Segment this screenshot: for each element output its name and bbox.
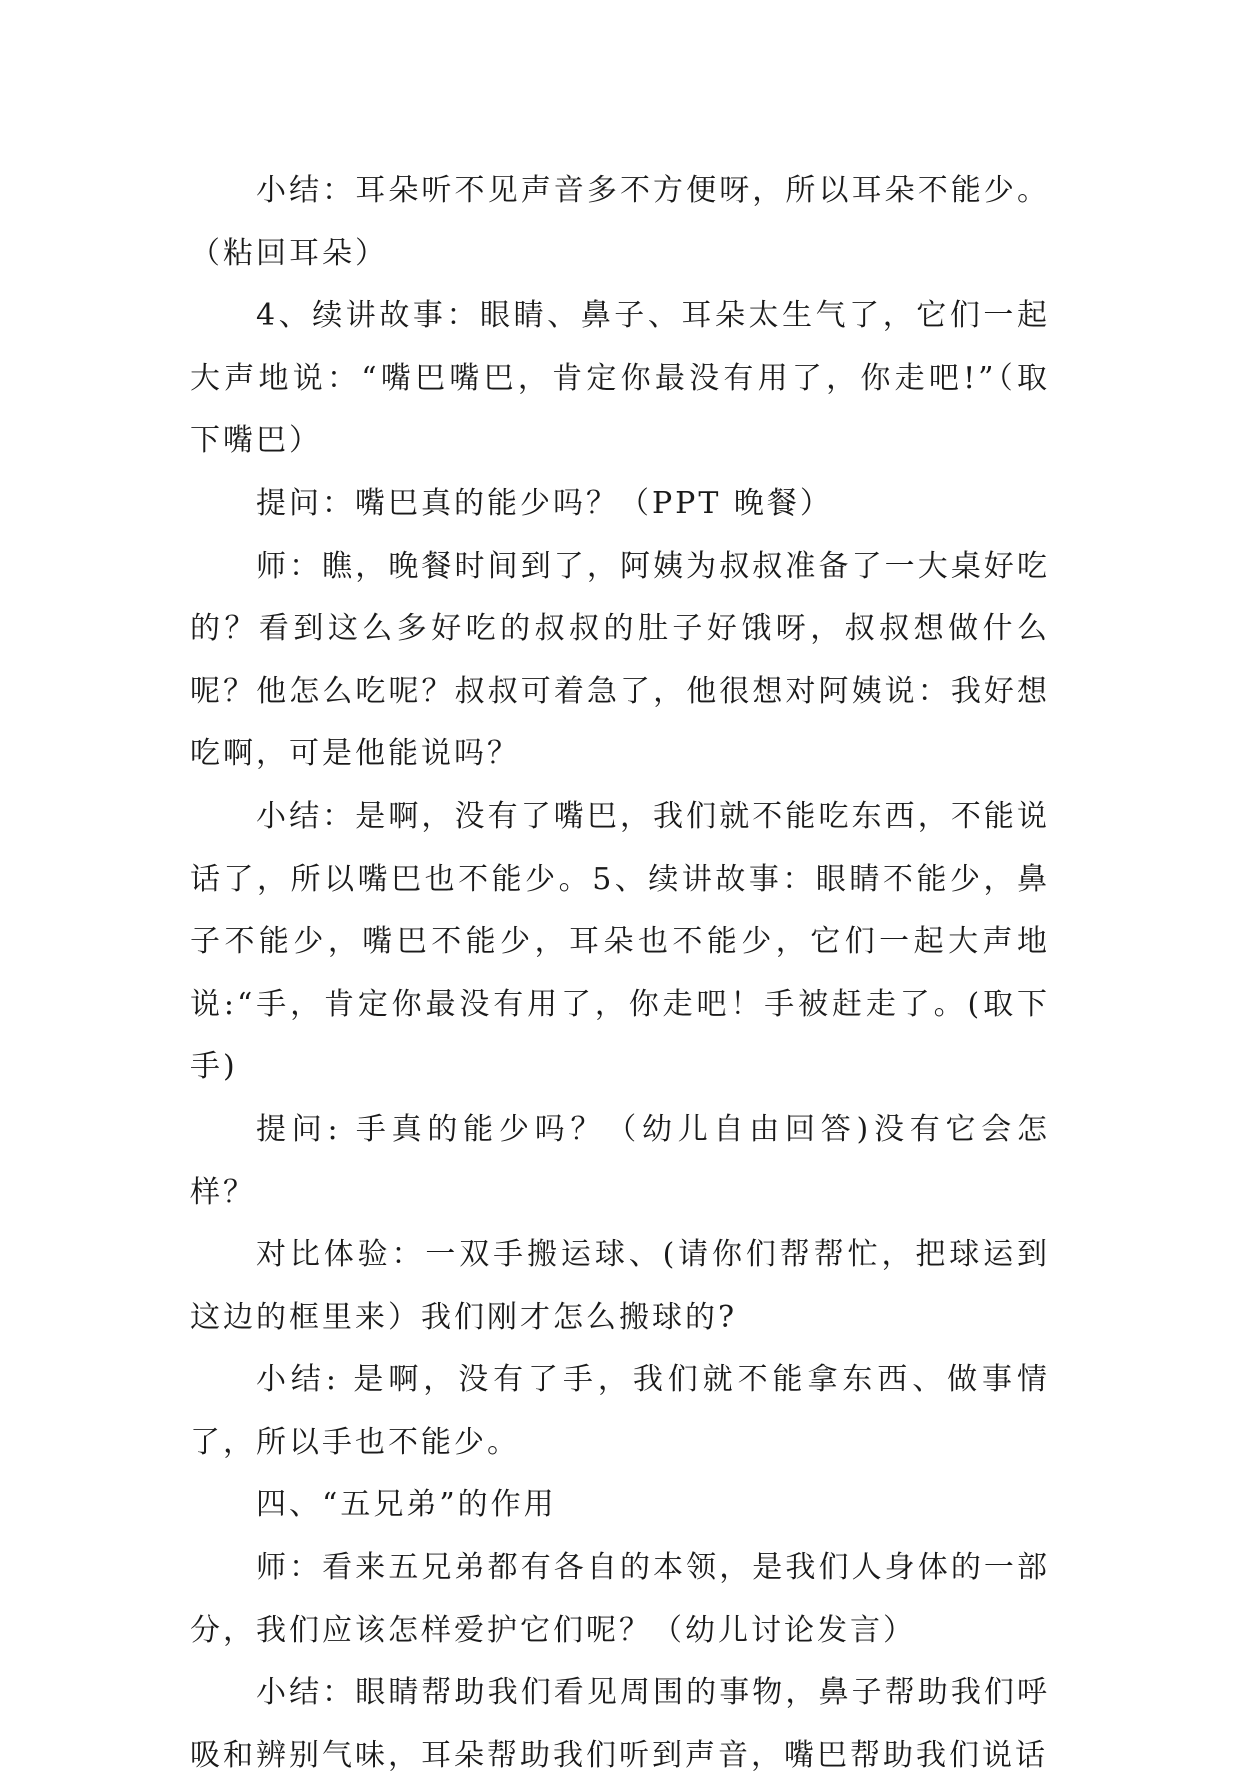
paragraph-story-mouth: 4、续讲故事：眼睛、鼻子、耳朵太生气了，它们一起大声地说：“嘴巴嘴巴，肯定你最没有用了，你走吧!”（取下嘴巴） xyxy=(190,298,1050,459)
paragraph-teacher-dinner: 师：瞧，晚餐时间到了，阿姨为叔叔准备了一大桌好吃的？看到这么多好吃的叔叔的肚子好饿呀，叔叔想做什么呢？他怎么吃呢？叔叔可着急了，他很想对阿姨说：我好想吃啊，可是他能说吗？ xyxy=(190,548,1050,772)
paragraph-question-mouth: 提问：嘴巴真的能少吗？（PPT 晚餐） xyxy=(256,485,833,521)
document-body xyxy=(190,160,1050,1787)
paragraph-summary-hands: 小结: 是啊，没有了手，我们就不能拿东西、做事情了，所以手也不能少。 xyxy=(190,1362,1050,1460)
paragraph-teacher-five-brothers: 师：看来五兄弟都有各自的本领，是我们人身体的一部分，我们应该怎样爱护它们呢？（幼儿讨论发言） xyxy=(190,1550,1050,1648)
paragraph-summary-senses: 小结：眼睛帮助我们看见周围的事物，鼻子帮助我们呼吸和辨别气味，耳朵帮助我们听到声音，嘴巴帮助我们说话 xyxy=(190,1675,1050,1773)
paragraph-summary-ears: 小结：耳朵听不见声音多不方便呀，所以耳朵不能少。（粘回耳朵） xyxy=(190,173,1050,271)
paragraph-question-hands: 提问: 手真的能少吗？（幼儿自由回答)没有它会怎样？ xyxy=(190,1111,1050,1210)
section-heading-five-brothers: 四、“五兄弟”的作用 xyxy=(256,1487,557,1523)
paragraph-summary-mouth: 小结：是啊，没有了嘴巴，我们就不能吃东西，不能说话了，所以嘴巴也不能少。5、续讲故事：眼睛不能少，鼻子不能少，嘴巴不能少，耳朵也不能少，它们一起大声地说:“手，肯定你最没有用了，你走吧！手被赶走了。(取下手) xyxy=(190,798,1050,1085)
paragraph-experience-hands: 对比体验：一双手搬运球、(请你们帮帮忙，把球运到这边的框里来）我们刚才怎么搬球的? xyxy=(190,1237,1050,1335)
